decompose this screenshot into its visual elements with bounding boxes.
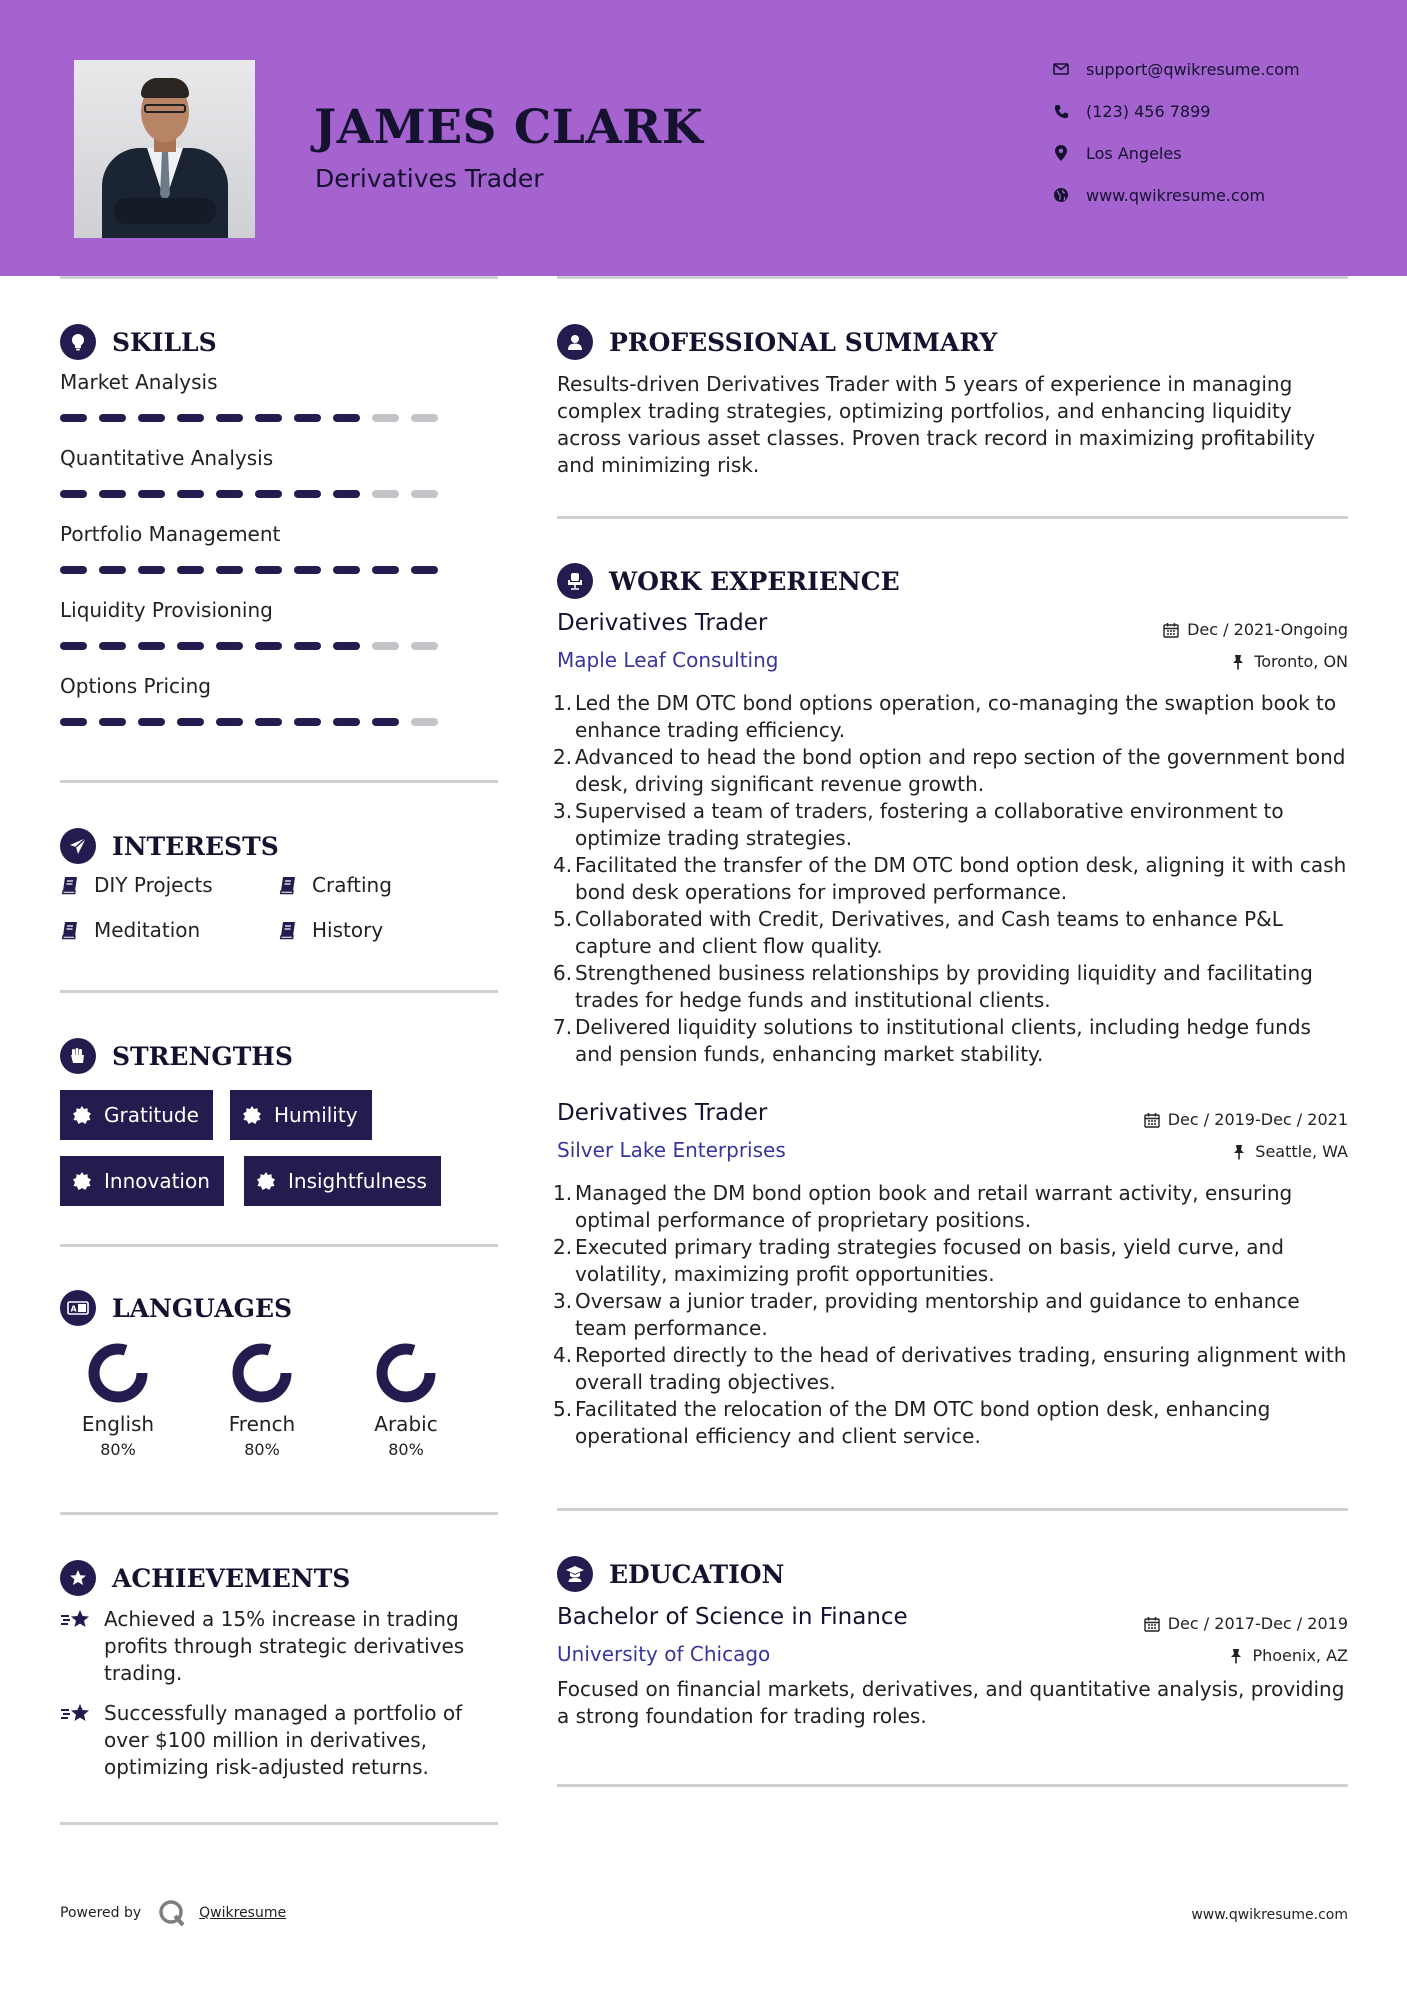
skill-level-segment	[60, 718, 87, 726]
divider	[60, 276, 498, 279]
interest-item: DIY Projects	[60, 873, 213, 897]
skill-level-segment	[294, 718, 321, 726]
divider	[60, 1822, 498, 1825]
skill-level-segment	[216, 642, 243, 650]
skill-level-segment	[99, 490, 126, 498]
achievement-item: Achieved a 15% increase in trading profits through strategic derivatives trading.	[60, 1606, 498, 1687]
education-location: Phoenix, AZ	[1228, 1646, 1348, 1665]
language-icon	[60, 1290, 96, 1326]
skill-level-segment	[372, 566, 399, 574]
skill-level-segment	[294, 566, 321, 574]
skill-level-segment	[177, 566, 204, 574]
job-location: Toronto, ON	[1230, 652, 1348, 671]
svg-text:A: A	[70, 1304, 77, 1314]
pushpin-icon	[1230, 654, 1246, 670]
book-icon	[278, 920, 298, 940]
achievement-item: Successfully managed a portfolio of over $100 million in derivatives, optimizing risk-adjusted returns.	[60, 1700, 498, 1781]
shooting-star-icon	[60, 1700, 94, 1727]
strengths-heading: STRENGTHS	[60, 1038, 293, 1074]
education-heading: EDUCATION	[557, 1556, 784, 1592]
language-percent: 80%	[244, 1440, 280, 1459]
responsibility-item: 7. Delivered liquidity solutions to institutional clients, including hedge funds and pension funds, enhancing market stability.	[553, 1015, 1311, 1066]
skill-level-segment	[255, 414, 282, 422]
language-progress-arc	[94, 1349, 142, 1397]
skill-level-segment	[294, 642, 321, 650]
graduate-icon	[557, 1556, 593, 1592]
skill-level-segment	[177, 414, 204, 422]
strength-tag: Humility	[230, 1090, 372, 1140]
responsibility-item: 4. Facilitated the transfer of the DM OTC bond option desk, aligning it with cash bond desk operations for improved performance.	[553, 853, 1347, 904]
book-icon	[60, 875, 80, 895]
contact-email-text: support@qwikresume.com	[1086, 59, 1300, 79]
skill-level-segment	[60, 642, 87, 650]
calendar-icon	[1144, 1616, 1160, 1632]
strength-tag: Insightfulness	[244, 1156, 441, 1206]
job-date: Dec / 2019-Dec / 2021	[1144, 1110, 1348, 1129]
job-title: Derivatives Trader	[557, 610, 768, 636]
skill-level-segment	[333, 566, 360, 574]
globe-icon	[1052, 186, 1070, 204]
contact-email[interactable]	[1052, 58, 1382, 80]
responsibility-item: 5. Collaborated with Credit, Derivatives, and Cash teams to enhance P&L capture and client flow quality.	[553, 907, 1283, 958]
resume-header	[0, 0, 1407, 276]
book-icon	[60, 920, 80, 940]
skill-level-segment	[216, 566, 243, 574]
skill-level-segment	[411, 414, 438, 422]
qwikresume-link[interactable]: Qwikresume	[199, 1905, 287, 1921]
job-date: Dec / 2021-Ongoing	[1163, 620, 1348, 639]
candidate-title: Derivatives Trader	[315, 164, 544, 193]
skill-level-bar	[60, 414, 438, 422]
skill-level-segment	[333, 642, 360, 650]
skill-level-segment	[99, 566, 126, 574]
skill-level-segment	[177, 718, 204, 726]
office-chair-icon	[557, 563, 593, 599]
divider	[557, 276, 1348, 279]
responsibility-item: 2. Advanced to head the bond option and repo section of the government bond desk, driving significant revenue growth.	[553, 745, 1346, 796]
skill-level-segment	[255, 642, 282, 650]
skill-label: Portfolio Management	[60, 522, 281, 546]
divider	[60, 1512, 498, 1515]
skill-level-segment	[216, 490, 243, 498]
fist-icon	[60, 1038, 96, 1074]
book-icon	[278, 875, 298, 895]
skill-level-segment	[411, 566, 438, 574]
candidate-name: JAMES CLARK	[314, 100, 704, 155]
skill-level-bar	[60, 566, 438, 574]
skill-level-segment	[333, 414, 360, 422]
badge-icon	[72, 1105, 92, 1125]
qwikresume-logo-icon	[157, 1898, 187, 1928]
footer-website[interactable]: www.qwikresume.com	[1191, 1907, 1348, 1923]
experience-heading: WORK EXPERIENCE	[557, 563, 900, 599]
shooting-star-icon	[60, 1606, 94, 1633]
skills-heading: SKILLS	[60, 324, 217, 360]
contact-phone-text: (123) 456 7899	[1086, 101, 1211, 121]
skill-level-bar	[60, 642, 438, 650]
language-name: English	[81, 1412, 155, 1436]
language-progress-ring	[87, 1342, 149, 1404]
company-name: Maple Leaf Consulting	[557, 648, 779, 672]
paper-plane-icon	[60, 828, 96, 864]
skill-level-bar	[60, 718, 438, 726]
profile-photo	[74, 60, 255, 238]
responsibility-item: 2. Executed primary trading strategies focused on basis, yield curve, and volatility, maximizing profit opportunities.	[553, 1235, 1284, 1286]
skill-level-segment	[216, 414, 243, 422]
phone-icon	[1052, 102, 1070, 120]
skill-level-segment	[372, 490, 399, 498]
language-progress-arc	[238, 1349, 286, 1397]
language-progress-ring	[231, 1342, 293, 1404]
language-item	[58, 1342, 178, 1459]
skill-level-segment	[60, 566, 87, 574]
summary-heading: PROFESSIONAL SUMMARY	[557, 324, 997, 360]
skill-label: Quantitative Analysis	[60, 446, 274, 470]
education-description: Focused on financial markets, derivatives, and quantitative analysis, providing a strong foundation for trading roles.	[557, 1677, 1345, 1728]
skill-level-segment	[138, 414, 165, 422]
skill-level-segment	[333, 718, 360, 726]
language-item	[202, 1342, 322, 1459]
language-progress-arc	[382, 1349, 430, 1397]
contact-website-text: www.qwikresume.com	[1086, 185, 1266, 205]
achievements-heading: ACHIEVEMENTS	[60, 1560, 350, 1596]
job-responsibilities	[553, 690, 1348, 1068]
language-name: French	[228, 1412, 296, 1436]
calendar-icon	[1163, 622, 1179, 638]
skill-level-segment	[138, 566, 165, 574]
responsibility-item: 4. Reported directly to the head of derivatives trading, ensuring alignment with overall trading objectives.	[553, 1343, 1347, 1394]
skill-level-segment	[99, 718, 126, 726]
contact-location-text: Los Angeles	[1086, 143, 1182, 163]
contact-location	[1052, 142, 1382, 164]
skill-level-segment	[138, 642, 165, 650]
degree-title: Bachelor of Science in Finance	[557, 1604, 908, 1630]
contact-website[interactable]	[1052, 184, 1382, 206]
skill-level-bar	[60, 490, 438, 498]
responsibility-item: 1. Led the DM OTC bond options operation, co-managing the swaption book to enhance trading efficiency.	[553, 691, 1337, 742]
divider	[60, 780, 498, 783]
skill-level-segment	[372, 642, 399, 650]
language-percent: 80%	[388, 1440, 424, 1459]
responsibility-item: 5. Facilitated the relocation of the DM OTC bond option desk, enhancing operational efficiency and client service.	[553, 1397, 1271, 1448]
skill-level-segment	[255, 490, 282, 498]
skill-level-segment	[99, 414, 126, 422]
responsibility-item: 1. Managed the DM bond option book and retail warrant activity, ensuring optimal performance of proprietary positions.	[553, 1181, 1293, 1232]
star-badge-icon	[60, 1560, 96, 1596]
language-item	[346, 1342, 466, 1459]
skill-label: Options Pricing	[60, 674, 211, 698]
map-pin-icon	[1052, 144, 1070, 162]
skill-level-segment	[294, 414, 321, 422]
skill-level-segment	[177, 490, 204, 498]
responsibility-item: 6. Strengthened business relationships by providing liquidity and facilitating trades for hedge funds and institutional clients.	[553, 961, 1313, 1012]
skill-level-segment	[372, 414, 399, 422]
education-date: Dec / 2017-Dec / 2019	[1144, 1614, 1348, 1633]
skill-level-segment	[177, 642, 204, 650]
skill-level-segment	[255, 566, 282, 574]
skill-level-segment	[60, 490, 87, 498]
skill-level-segment	[138, 490, 165, 498]
company-name: Silver Lake Enterprises	[557, 1138, 786, 1162]
skill-level-segment	[255, 718, 282, 726]
skill-level-segment	[333, 490, 360, 498]
strength-tag: Gratitude	[60, 1090, 213, 1140]
job-title: Derivatives Trader	[557, 1100, 768, 1126]
skill-level-segment	[372, 718, 399, 726]
job-responsibilities	[553, 1180, 1348, 1450]
pushpin-icon	[1228, 1648, 1244, 1664]
skill-level-segment	[60, 414, 87, 422]
interests-heading: INTERESTS	[60, 828, 279, 864]
badge-icon	[256, 1171, 276, 1191]
skill-level-segment	[411, 490, 438, 498]
lightbulb-icon	[60, 324, 96, 360]
strength-tag: Innovation	[60, 1156, 224, 1206]
interest-item: Meditation	[60, 918, 200, 942]
badge-icon	[72, 1171, 92, 1191]
mail-icon	[1052, 60, 1070, 78]
divider	[557, 1508, 1348, 1511]
divider	[557, 1784, 1348, 1787]
divider	[60, 990, 498, 993]
skill-level-segment	[216, 718, 243, 726]
skill-level-segment	[411, 642, 438, 650]
languages-heading: A LANGUAGES	[60, 1290, 292, 1326]
skill-label: Liquidity Provisioning	[60, 598, 273, 622]
responsibility-item: 3. Oversaw a junior trader, providing mentorship and guidance to enhance team performance.	[553, 1289, 1300, 1340]
language-progress-ring	[375, 1342, 437, 1404]
job-location: Seattle, WA	[1231, 1142, 1348, 1161]
summary-text: Results-driven Derivatives Trader with 5 years of experience in managing complex trading strategies, optimizing portfolios, and enhancing liquidity across various asset classes. Proven track record in maximizing profitability and minimizing risk.	[557, 372, 1316, 477]
divider	[557, 516, 1348, 519]
skill-level-segment	[99, 642, 126, 650]
calendar-icon	[1144, 1112, 1160, 1128]
skill-level-segment	[411, 718, 438, 726]
skill-level-segment	[294, 490, 321, 498]
interest-item: Crafting	[278, 873, 392, 897]
skill-level-segment	[138, 718, 165, 726]
pushpin-icon	[1231, 1144, 1247, 1160]
interest-item: History	[278, 918, 383, 942]
school-name: University of Chicago	[557, 1642, 771, 1666]
badge-icon	[242, 1105, 262, 1125]
language-percent: 80%	[100, 1440, 136, 1459]
divider	[60, 1244, 498, 1247]
user-icon	[557, 324, 593, 360]
skill-label: Market Analysis	[60, 370, 218, 394]
footer-powered-by: Powered by Qwikresume	[60, 1898, 286, 1928]
language-name: Arabic	[374, 1412, 438, 1436]
contact-phone[interactable]	[1052, 100, 1382, 122]
responsibility-item: 3. Supervised a team of traders, fostering a collaborative environment to optimize trading strategies.	[553, 799, 1284, 850]
